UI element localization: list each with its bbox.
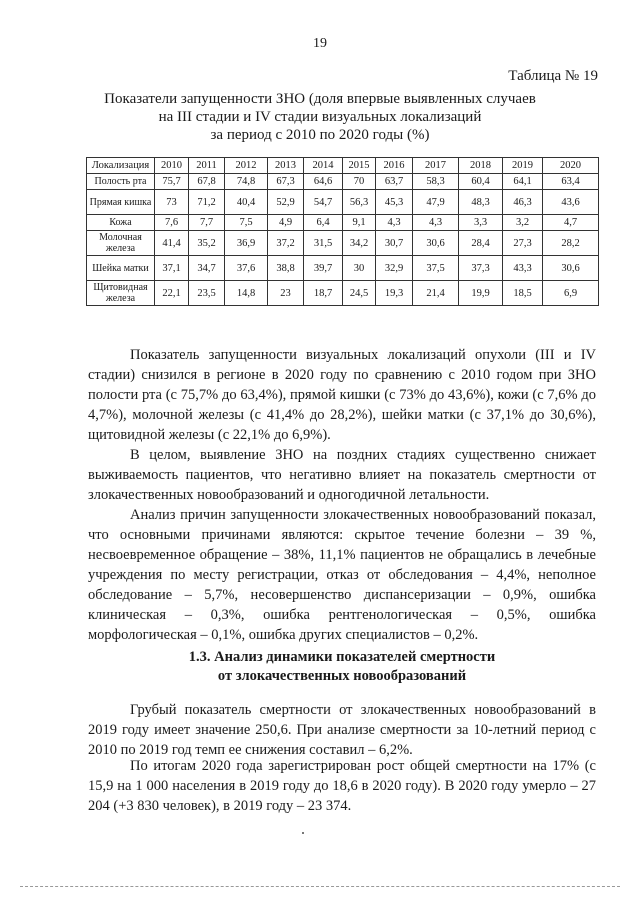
table-cell: 30,7 xyxy=(376,231,413,256)
table-cell: 19,9 xyxy=(459,281,503,306)
header-year: 2010 xyxy=(155,158,189,174)
table-title-line: за период с 2010 по 2020 годы (%) xyxy=(210,127,430,143)
row-label: Щитовидная железа xyxy=(87,281,155,306)
header-year: 2018 xyxy=(459,158,503,174)
table-cell: 46,3 xyxy=(503,190,543,215)
table-cell: 64,1 xyxy=(503,174,543,190)
section-heading xyxy=(88,648,596,686)
paragraph-stage-decrease xyxy=(88,345,596,645)
table-cell: 52,9 xyxy=(268,190,304,215)
scan-dot xyxy=(302,832,304,834)
table-cell: 34,7 xyxy=(189,256,225,281)
table-cell: 28,4 xyxy=(459,231,503,256)
header-year: 2017 xyxy=(413,158,459,174)
table-cell: 47,9 xyxy=(413,190,459,215)
table-cell: 32,9 xyxy=(376,256,413,281)
header-year: 2011 xyxy=(189,158,225,174)
paragraph-neglect-causes: Анализ причин запущенности злокачественных новообразований показал, что основными причинами являются: скрытое течение болезни – 39 %, несвоевременное обращение – 38%, 11,1% пациентов не обращались в лечебные учреждения по месту регистрации, отказ от обследования – 4,4%, неполное обследование – 5,7%, несовершенство диспансеризации – 0,9%, ошибка клиническая – 0,3%, ошибка рентгенологическая – 0,5%, ошибка морфологическая – 0,1%, ошибка других специалистов – 0,2%. xyxy=(88,507,596,643)
table-cell: 63,4 xyxy=(543,174,599,190)
table-cell: 40,4 xyxy=(225,190,268,215)
table-cell: 4,3 xyxy=(413,215,459,231)
table-cell: 18,5 xyxy=(503,281,543,306)
table-cell: 70 xyxy=(343,174,376,190)
table-row xyxy=(87,174,599,190)
header-year: 2015 xyxy=(343,158,376,174)
table-cell: 21,4 xyxy=(413,281,459,306)
header-year: 2020 xyxy=(543,158,599,174)
table-title-line: Показатели запущенности ЗНО (доля впервые выявленных случаев xyxy=(104,91,536,107)
table-cell: 37,5 xyxy=(413,256,459,281)
row-label: Полость рта xyxy=(87,174,155,190)
table-cell: 67,8 xyxy=(189,174,225,190)
table-row xyxy=(87,190,599,215)
table-cell: 36,9 xyxy=(225,231,268,256)
table-cell: 18,7 xyxy=(304,281,343,306)
page-number: 19 xyxy=(313,36,327,51)
table-cell: 37,2 xyxy=(268,231,304,256)
table-cell: 7,6 xyxy=(155,215,189,231)
header-year: 2012 xyxy=(225,158,268,174)
table-row xyxy=(87,256,599,281)
table-cell: 37,3 xyxy=(459,256,503,281)
table-cell: 54,7 xyxy=(304,190,343,215)
table-header-row xyxy=(87,158,599,174)
table-cell: 24,5 xyxy=(343,281,376,306)
table-cell: 58,3 xyxy=(413,174,459,190)
table-cell: 14,8 xyxy=(225,281,268,306)
table-cell: 19,3 xyxy=(376,281,413,306)
table-cell: 23,5 xyxy=(189,281,225,306)
row-label: Шейка матки xyxy=(87,256,155,281)
table-cell: 4,3 xyxy=(376,215,413,231)
table-cell: 6,9 xyxy=(543,281,599,306)
header-localization: Локализация xyxy=(87,158,155,174)
table-cell: 64,6 xyxy=(304,174,343,190)
table-cell: 56,3 xyxy=(343,190,376,215)
row-label: Кожа xyxy=(87,215,155,231)
header-year: 2014 xyxy=(304,158,343,174)
table-cell: 4,9 xyxy=(268,215,304,231)
table-cell: 23 xyxy=(268,281,304,306)
table-cell: 71,2 xyxy=(189,190,225,215)
table-cell: 22,1 xyxy=(155,281,189,306)
paragraph-late-detection: В целом, выявление ЗНО на поздних стадиях существенно снижает выживаемость пациентов, что негативно влияет на показатель смертности от злокачественных новообразований и одногодичной летальности. xyxy=(88,447,596,503)
table-cell: 60,4 xyxy=(459,174,503,190)
paragraph-text: Показатель запущенности визуальных локализаций опухоли (III и IV стадии) снизился в регионе в 2020 году по сравнению с 2010 годом при ЗНО полости рта (с 75,7% до 63,4%), прямой кишки (с 73% до 43,6%), кожи (с 7,6% до 4,7%), молочной железы (с 41,4% до 28,2%), шейки матки (с 37,1% до 30,6%), щитовидной железы (с 22,1% до 6,9%). xyxy=(88,347,596,443)
table-cell: 37,6 xyxy=(225,256,268,281)
table-cell: 45,3 xyxy=(376,190,413,215)
table-cell: 63,7 xyxy=(376,174,413,190)
paragraph-text: Грубый показатель смертности от злокачественных новообразований в 2019 году имеет значение 250,6. При анализе смертности за 10-летний период с 2010 по 2019 год темп ее снижения составил – 6,2%. xyxy=(88,702,596,758)
header-year: 2019 xyxy=(503,158,543,174)
header-year: 2013 xyxy=(268,158,304,174)
row-label: Молочная железа xyxy=(87,231,155,256)
table-cell: 43,3 xyxy=(503,256,543,281)
header-year: 2016 xyxy=(376,158,413,174)
table-cell: 75,7 xyxy=(155,174,189,190)
table-title xyxy=(90,90,550,144)
table-cell: 38,8 xyxy=(268,256,304,281)
table-cell: 6,4 xyxy=(304,215,343,231)
table-cell: 30 xyxy=(343,256,376,281)
table-cell: 39,7 xyxy=(304,256,343,281)
paragraph-mortality-rate xyxy=(88,700,596,760)
table-row xyxy=(87,231,599,256)
table-cell: 37,1 xyxy=(155,256,189,281)
paragraph-mortality-2020 xyxy=(88,756,596,816)
row-label: Прямая кишка xyxy=(87,190,155,215)
table-row xyxy=(87,281,599,306)
table-cell: 30,6 xyxy=(543,256,599,281)
table-cell: 34,2 xyxy=(343,231,376,256)
table-cell: 31,5 xyxy=(304,231,343,256)
table-cell: 43,6 xyxy=(543,190,599,215)
paragraph-text: По итогам 2020 года зарегистрирован рост общей смертности на 17% (с 15,9 на 1 000 населения в 2019 году до 18,6 в 2020 году). В 2020 году умерло – 27 204 (+3 830 человек), в 2019 году – 23 374. xyxy=(88,758,596,814)
table-cell: 7,7 xyxy=(189,215,225,231)
table-cell: 41,4 xyxy=(155,231,189,256)
table-title-line: на III стадии и IV стадии визуальных локализаций xyxy=(158,109,482,125)
bottom-divider xyxy=(20,886,620,887)
table-cell: 7,5 xyxy=(225,215,268,231)
table-caption: Таблица № 19 xyxy=(508,68,598,84)
table-cell: 74,8 xyxy=(225,174,268,190)
table-cell: 3,3 xyxy=(459,215,503,231)
table-cell: 4,7 xyxy=(543,215,599,231)
table-cell: 48,3 xyxy=(459,190,503,215)
table-cell: 35,2 xyxy=(189,231,225,256)
table-cell: 30,6 xyxy=(413,231,459,256)
table-cell: 67,3 xyxy=(268,174,304,190)
table-cell: 9,1 xyxy=(343,215,376,231)
section-heading-line: от злокачественных новообразований xyxy=(217,668,467,684)
section-heading-line: 1.3. Анализ динамики показателей смертности xyxy=(188,649,496,665)
table-row xyxy=(87,215,599,231)
data-table xyxy=(86,157,599,306)
table-cell: 73 xyxy=(155,190,189,215)
table-cell: 28,2 xyxy=(543,231,599,256)
table-cell: 3,2 xyxy=(503,215,543,231)
table-cell: 27,3 xyxy=(503,231,543,256)
